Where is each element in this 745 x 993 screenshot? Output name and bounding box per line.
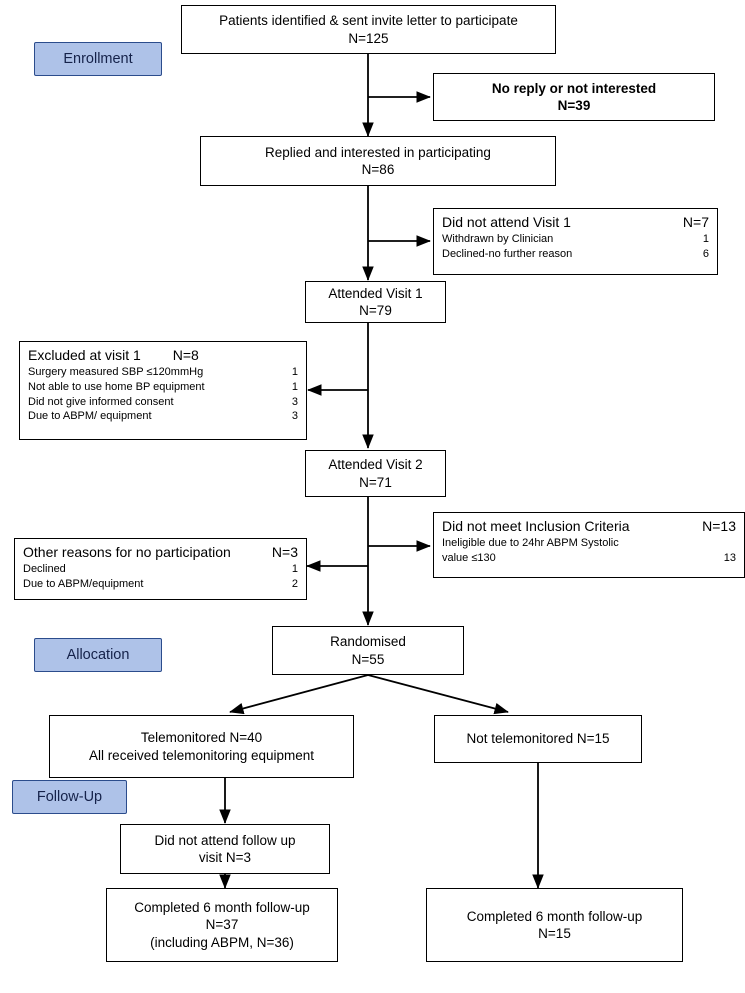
randomised-count: N=55 bbox=[351, 651, 385, 667]
reason-value: 3 bbox=[291, 395, 298, 408]
stage-label-allocation bbox=[34, 638, 162, 672]
node-not-telemonitored bbox=[434, 715, 642, 763]
no-reply-count: N=39 bbox=[557, 98, 591, 113]
attended-visit1-line1: Attended Visit 1 bbox=[328, 285, 423, 301]
reason-text: Surgery measured SBP ≤120mmHg bbox=[28, 365, 204, 378]
inclusion-row bbox=[442, 551, 736, 566]
randomised-line1: Randomised bbox=[330, 634, 406, 650]
inclusion-title: Did not meet Inclusion Criteria bbox=[442, 518, 630, 534]
excluded-visit1-total: N=8 bbox=[172, 347, 199, 363]
node-attended-visit2 bbox=[305, 450, 446, 497]
excluded-visit1-row bbox=[28, 380, 298, 395]
reason-text: Declined-no further reason bbox=[442, 247, 573, 260]
patients-identified-line1: Patients identified & sent invite letter to participate bbox=[219, 13, 518, 29]
reason-text: Ineligible due to 24hr ABPM Systolic bbox=[442, 536, 619, 549]
excluded-visit1-row bbox=[28, 395, 298, 410]
reason-text: Declined bbox=[23, 562, 66, 575]
no-followup-line1: Did not attend follow up bbox=[154, 832, 296, 848]
completed-tele-line3: (including ABPM, N=36) bbox=[150, 934, 294, 950]
reason-text: Not able to use home BP equipment bbox=[28, 380, 205, 393]
node-patients-identified bbox=[181, 5, 556, 54]
no-reply-line1: No reply or not interested bbox=[491, 80, 657, 96]
completed-tele-count: N=37 bbox=[205, 917, 239, 933]
did-not-attend-visit1-header bbox=[442, 214, 709, 232]
attended-visit1-count: N=79 bbox=[359, 303, 392, 318]
completed-control-line1: Completed 6 month follow-up bbox=[466, 908, 643, 924]
patients-identified-count: N=125 bbox=[348, 30, 389, 46]
reason-value: 2 bbox=[291, 577, 298, 590]
stage-followup-text: Follow-Up bbox=[36, 789, 103, 805]
other-reasons-header bbox=[23, 544, 298, 562]
completed-control-count: N=15 bbox=[538, 926, 571, 941]
reason-value: 1 bbox=[291, 365, 298, 378]
node-completed-control bbox=[426, 888, 683, 962]
reason-text: Did not give informed consent bbox=[28, 395, 174, 408]
excluded-visit1-title: Excluded at visit 1 bbox=[28, 347, 141, 363]
node-did-not-meet-inclusion bbox=[433, 512, 745, 578]
completed-tele-line1: Completed 6 month follow-up bbox=[134, 900, 310, 916]
stage-label-enrollment bbox=[34, 42, 162, 76]
node-telemonitored bbox=[49, 715, 354, 778]
reason-value: 1 bbox=[702, 232, 709, 245]
reason-text: Due to ABPM/equipment bbox=[23, 577, 144, 590]
telemonitored-line2: All received telemonitoring equipment bbox=[88, 747, 315, 763]
no-followup-line2: visit N=3 bbox=[198, 850, 252, 865]
node-attended-visit1 bbox=[305, 281, 446, 323]
did-not-attend-visit1-row bbox=[442, 247, 709, 262]
node-randomised bbox=[272, 626, 464, 675]
reason-text: Withdrawn by Clinician bbox=[442, 232, 554, 245]
stage-allocation-text: Allocation bbox=[66, 647, 130, 663]
attended-visit2-count: N=71 bbox=[359, 474, 392, 490]
did-not-attend-visit1-row bbox=[442, 232, 709, 247]
stage-label-followup bbox=[12, 780, 127, 814]
node-no-reply bbox=[433, 73, 715, 121]
other-reasons-total: N=3 bbox=[271, 544, 298, 560]
node-did-not-attend-visit1 bbox=[433, 208, 718, 275]
excluded-visit1-row bbox=[28, 409, 298, 424]
reason-value: 6 bbox=[702, 247, 709, 260]
inclusion-header bbox=[442, 518, 736, 536]
inclusion-row bbox=[442, 536, 736, 551]
other-reasons-row bbox=[23, 577, 298, 592]
not-telemonitored-line1: Not telemonitored N=15 bbox=[466, 731, 610, 747]
replied-count: N=86 bbox=[361, 162, 395, 177]
reason-text: value ≤130 bbox=[442, 551, 496, 564]
node-no-followup bbox=[120, 824, 330, 874]
inclusion-total: N=13 bbox=[702, 518, 736, 534]
did-not-attend-visit1-title: Did not attend Visit 1 bbox=[442, 214, 571, 230]
reason-value: 13 bbox=[723, 551, 736, 564]
replied-line1: Replied and interested in participating bbox=[265, 144, 491, 160]
excluded-visit1-header bbox=[28, 347, 298, 365]
node-replied-interested bbox=[200, 136, 556, 186]
reason-text: Due to ABPM/ equipment bbox=[28, 410, 152, 423]
node-completed-telemonitored bbox=[106, 888, 338, 962]
reason-value: 1 bbox=[291, 380, 298, 393]
stage-enrollment-text: Enrollment bbox=[63, 51, 133, 67]
reason-value: 1 bbox=[291, 562, 298, 575]
attended-visit2-line1: Attended Visit 2 bbox=[328, 457, 423, 473]
other-reasons-row bbox=[23, 562, 298, 577]
node-other-reasons bbox=[14, 538, 307, 600]
telemonitored-line1: Telemonitored N=40 bbox=[140, 730, 263, 746]
node-excluded-visit1 bbox=[19, 341, 307, 440]
did-not-attend-visit1-total: N=7 bbox=[682, 214, 709, 230]
other-reasons-title: Other reasons for no participation bbox=[23, 544, 231, 560]
reason-value: 3 bbox=[291, 410, 298, 423]
excluded-visit1-row bbox=[28, 365, 298, 380]
